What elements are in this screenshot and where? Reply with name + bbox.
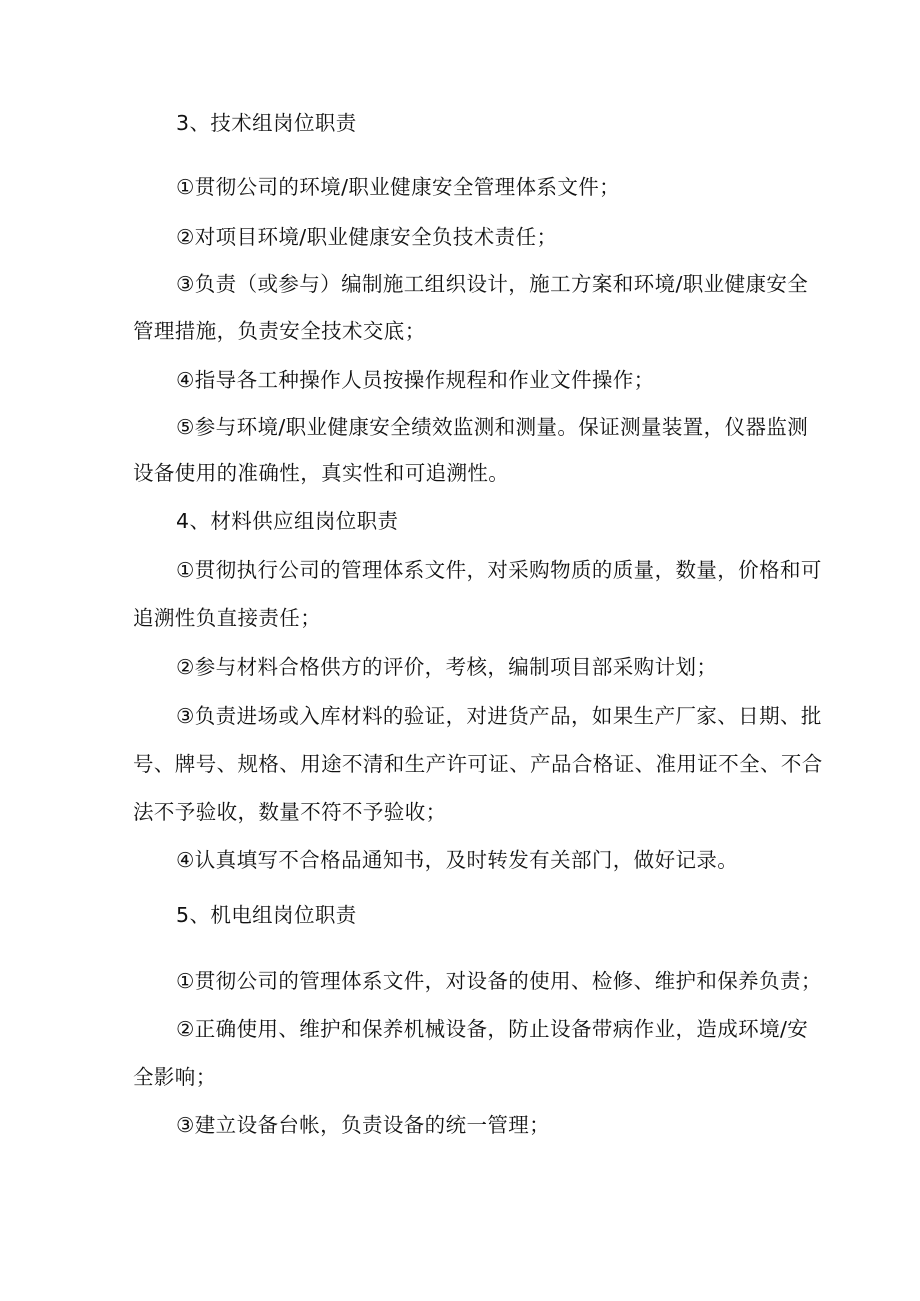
- paragraph-line: ①贯彻执行公司的管理体系文件，对采购物质的质量，数量，价格和可: [176, 558, 822, 582]
- section-heading: 5、机电组岗位职责: [176, 903, 357, 927]
- paragraph-line: ⑤参与环境/职业健康安全绩效监测和测量。保证测量装置，仪器监测: [176, 415, 809, 439]
- paragraph-line: 管理措施，负责安全技术交底；: [133, 319, 426, 343]
- paragraph-line: ②对项目环境/职业健康安全负技术责任；: [176, 225, 558, 249]
- paragraph-line: 法不予验收，数量不符不予验收；: [133, 800, 447, 824]
- paragraph-line: ④认真填写不合格品通知书，及时转发有关部门，做好记录。: [176, 848, 739, 872]
- section-heading: 4、材料供应组岗位职责: [176, 509, 399, 533]
- paragraph-line: ③建立设备台帐，负责设备的统一管理；: [176, 1113, 551, 1137]
- paragraph-line: ②参与材料合格供方的评价，考核，编制项目部采购计划；: [176, 655, 718, 679]
- paragraph-line: ④指导各工种操作人员按操作规程和作业文件操作；: [176, 368, 655, 392]
- paragraph-line: 号、牌号、规格、用途不清和生产许可证、产品合格证、准用证不全、不合: [133, 752, 823, 776]
- paragraph-line: 设备使用的准确性，真实性和可追溯性。: [133, 461, 510, 485]
- section-heading: 3、技术组岗位职责: [176, 111, 357, 135]
- paragraph-line: ①贯彻公司的环境/职业健康安全管理体系文件；: [176, 175, 621, 199]
- paragraph-line: ②正确使用、维护和保养机械设备，防止设备带病作业，造成环境/安: [176, 1017, 809, 1041]
- paragraph-line: ③负责进场或入库材料的验证，对进货产品，如果生产厂家、日期、批: [176, 704, 822, 728]
- paragraph-line: 追溯性负直接责任；: [133, 606, 322, 630]
- paragraph-line: ①贯彻公司的管理体系文件，对设备的使用、检修、维护和保养负责；: [176, 969, 822, 993]
- paragraph-line: ③负责（或参与）编制施工组织设计，施工方案和环境/职业健康安全: [176, 272, 809, 296]
- paragraph-line: 全影响；: [133, 1065, 217, 1089]
